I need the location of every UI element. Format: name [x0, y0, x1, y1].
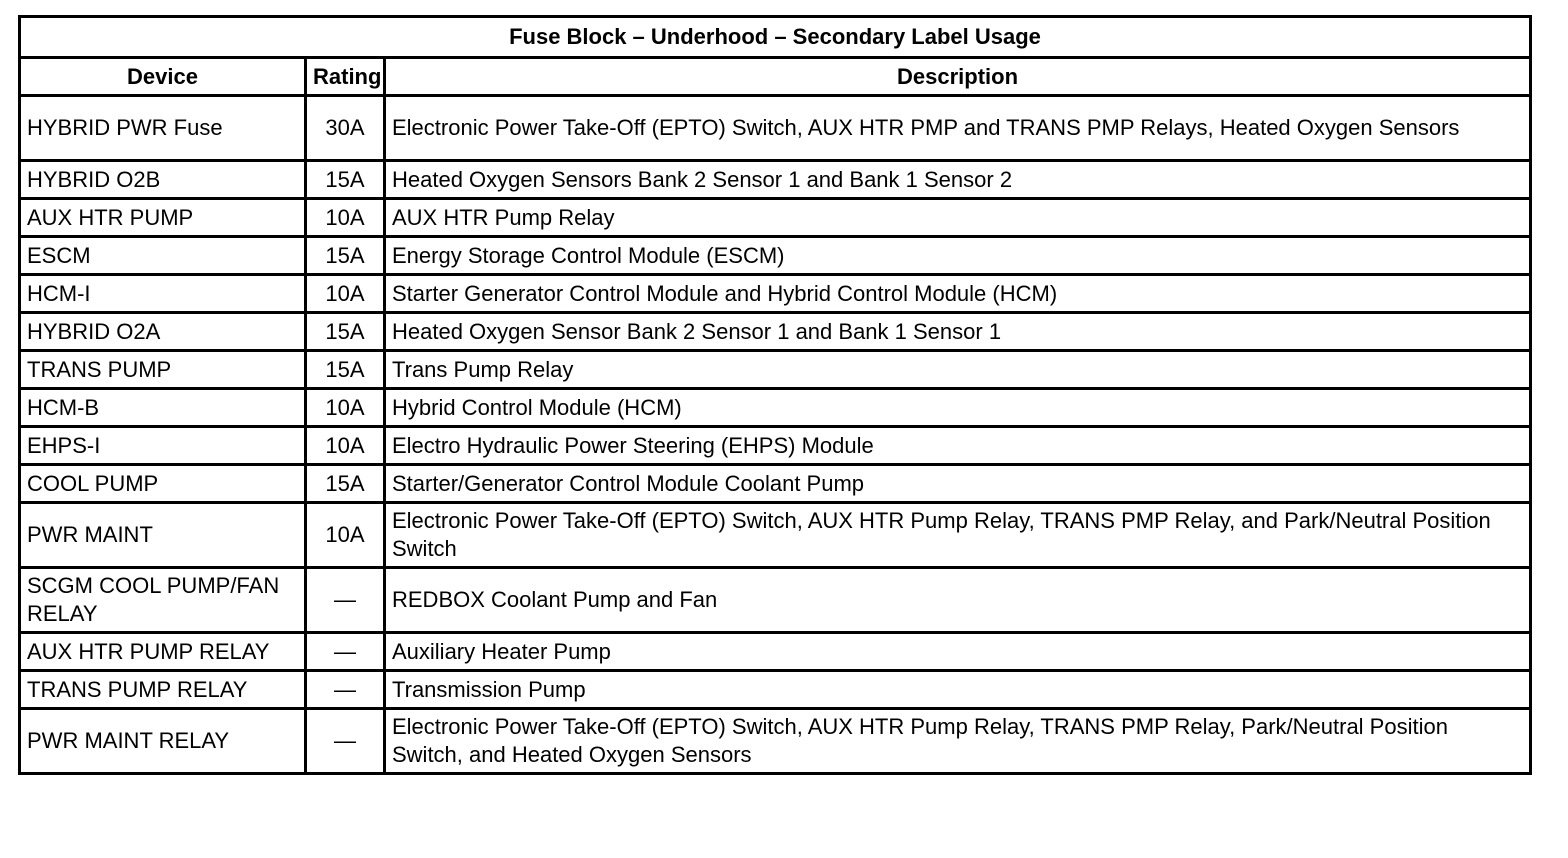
device-cell: HCM-I: [20, 275, 306, 313]
table-row: [20, 237, 1531, 275]
device-cell: SCGM COOL PUMP/FAN RELAY: [20, 568, 306, 633]
table-row: [20, 96, 1531, 161]
description-cell: Heated Oxygen Sensor Bank 2 Sensor 1 and Bank 1 Sensor 1: [385, 313, 1531, 351]
description-cell: Starter/Generator Control Module Coolant Pump: [385, 465, 1531, 503]
table-title: Fuse Block – Underhood – Secondary Label Usage: [20, 17, 1531, 58]
description-cell: Energy Storage Control Module (ESCM): [385, 237, 1531, 275]
device-cell: EHPS-I: [20, 427, 306, 465]
device-cell: TRANS PUMP: [20, 351, 306, 389]
rating-cell: 10A: [306, 427, 385, 465]
rating-cell: —: [306, 568, 385, 633]
header-device: Device: [20, 58, 306, 96]
rating-cell: 10A: [306, 199, 385, 237]
description-cell: Electronic Power Take-Off (EPTO) Switch, AUX HTR Pump Relay, TRANS PMP Relay, and Park/Neutral Position Switch: [385, 503, 1531, 568]
device-cell: HYBRID O2A: [20, 313, 306, 351]
table-row: [20, 313, 1531, 351]
table-row: [20, 427, 1531, 465]
description-cell: AUX HTR Pump Relay: [385, 199, 1531, 237]
rating-cell: 10A: [306, 503, 385, 568]
table-row: [20, 671, 1531, 709]
table-row: [20, 633, 1531, 671]
description-cell: Electronic Power Take-Off (EPTO) Switch, AUX HTR PMP and TRANS PMP Relays, Heated Oxygen Sensors: [385, 96, 1531, 161]
rating-cell: —: [306, 671, 385, 709]
description-cell: Starter Generator Control Module and Hybrid Control Module (HCM): [385, 275, 1531, 313]
rating-cell: 15A: [306, 313, 385, 351]
table-row: [20, 465, 1531, 503]
rating-cell: 15A: [306, 465, 385, 503]
description-cell: Electronic Power Take-Off (EPTO) Switch, AUX HTR Pump Relay, TRANS PMP Relay, Park/Neutral Position Switch, and Heated Oxygen Sensors: [385, 709, 1531, 774]
description-cell: Transmission Pump: [385, 671, 1531, 709]
table-row: [20, 199, 1531, 237]
rating-cell: 15A: [306, 161, 385, 199]
header-rating: Rating: [306, 58, 385, 96]
table-row: [20, 351, 1531, 389]
description-cell: Hybrid Control Module (HCM): [385, 389, 1531, 427]
device-cell: PWR MAINT RELAY: [20, 709, 306, 774]
table-row: [20, 275, 1531, 313]
device-cell: TRANS PUMP RELAY: [20, 671, 306, 709]
device-cell: HYBRID PWR Fuse: [20, 96, 306, 161]
rating-cell: 15A: [306, 237, 385, 275]
rating-cell: 10A: [306, 389, 385, 427]
description-cell: Trans Pump Relay: [385, 351, 1531, 389]
description-cell: Auxiliary Heater Pump: [385, 633, 1531, 671]
rating-cell: 15A: [306, 351, 385, 389]
device-cell: AUX HTR PUMP RELAY: [20, 633, 306, 671]
rating-cell: —: [306, 709, 385, 774]
table-row: [20, 709, 1531, 774]
device-cell: HCM-B: [20, 389, 306, 427]
table-row: [20, 161, 1531, 199]
device-cell: ESCM: [20, 237, 306, 275]
device-cell: PWR MAINT: [20, 503, 306, 568]
description-cell: Electro Hydraulic Power Steering (EHPS) Module: [385, 427, 1531, 465]
device-cell: AUX HTR PUMP: [20, 199, 306, 237]
table-title-row: [20, 17, 1531, 58]
rating-cell: 30A: [306, 96, 385, 161]
description-cell: Heated Oxygen Sensors Bank 2 Sensor 1 and Bank 1 Sensor 2: [385, 161, 1531, 199]
table-row: [20, 568, 1531, 633]
table-row: [20, 389, 1531, 427]
table-header-row: [20, 58, 1531, 96]
header-description: Description: [385, 58, 1531, 96]
rating-cell: —: [306, 633, 385, 671]
table-row: [20, 503, 1531, 568]
device-cell: COOL PUMP: [20, 465, 306, 503]
description-cell: REDBOX Coolant Pump and Fan: [385, 568, 1531, 633]
rating-cell: 10A: [306, 275, 385, 313]
fuse-block-table: [18, 15, 1532, 775]
device-cell: HYBRID O2B: [20, 161, 306, 199]
